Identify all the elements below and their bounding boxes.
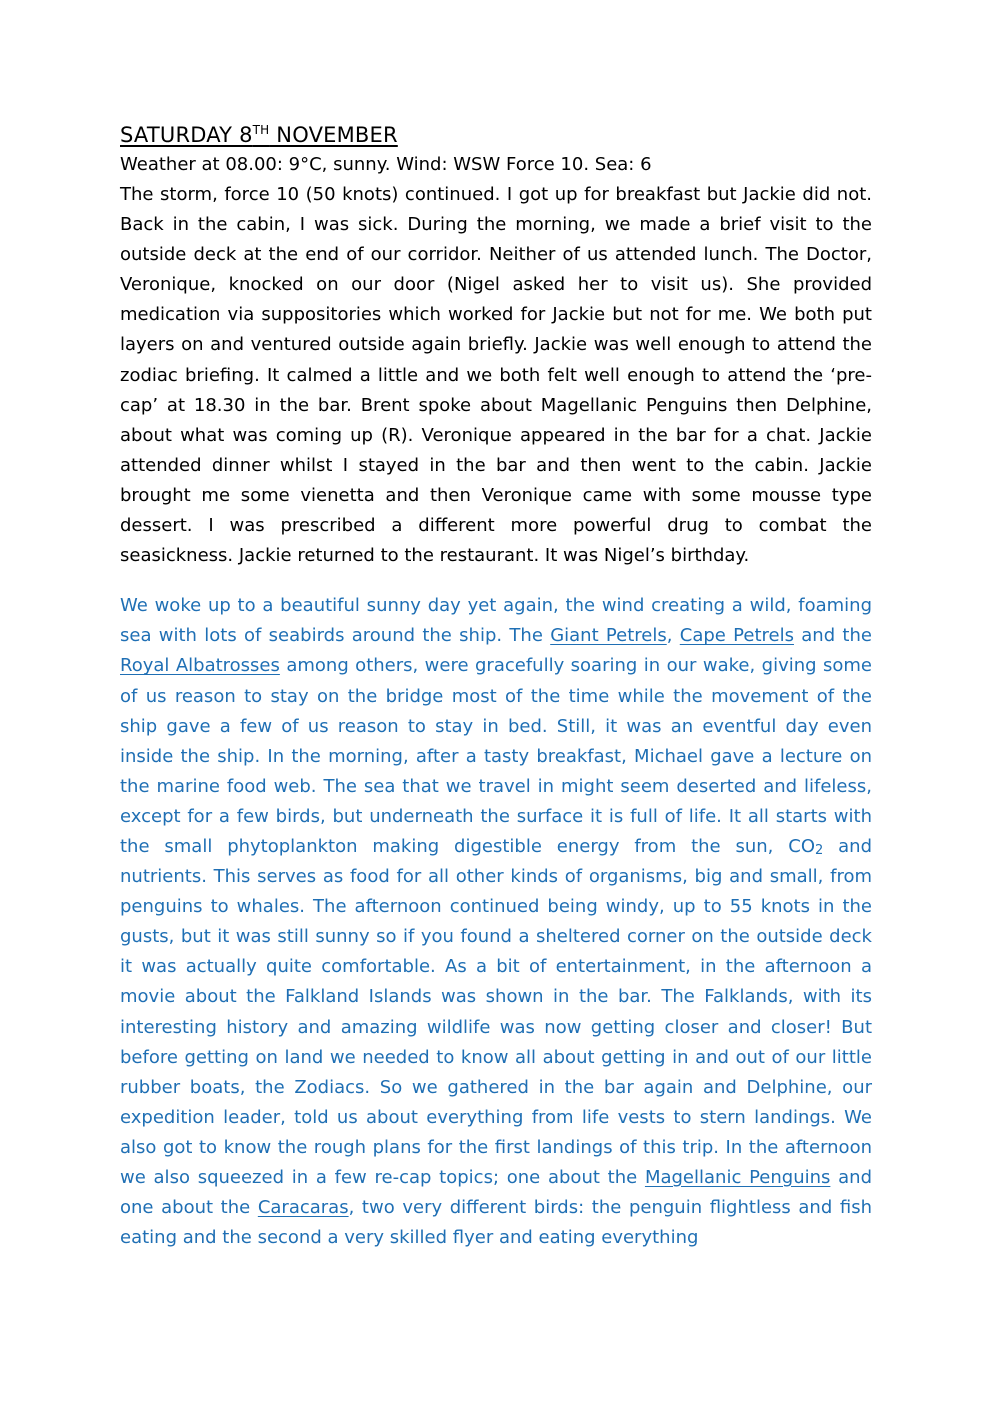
- caracaras-link[interactable]: Caracaras: [257, 1197, 349, 1219]
- blog-text-2: ,: [666, 625, 680, 647]
- blog-text-7: , two very different birds: the penguin flightless and fish eating and the second a very skilled flyer and eating everything: [120, 1197, 872, 1249]
- blog-text-5: and nutrients. This serves as food for all other kinds of organisms, big and small, from penguins to whales. The afternoon continued being windy, up to 55 knots in the gusts, but it was still sunny so if you found a sheltered corner on the outside deck it was actually quite comfortable. As a bit of entertainment, in the afternoon a movie about the Falkland Islands was shown in the bar. The Falklands, with its interesting history and amazing wildlife was now getting closer and closer! But before getting on land we needed to know all about getting in and out of our little rubber boats, the Zodiacs. So we gathered in the bar again and Delphine, our expedition leader, told us about everything from life vests to stern landings. We also got to know the rough plans for the first landings of this trip. In the afternoon we also squeezed in a few re-cap topics; one about the: [120, 835, 872, 1188]
- date-heading: [120, 120, 872, 150]
- heading-date: SATURDAY 8: [120, 123, 253, 147]
- co2-subscript: 2: [815, 842, 824, 858]
- weather-line: Weather at 08.00: 9°C, sunny. Wind: WSW Force 10. Sea: 6: [120, 154, 652, 175]
- blog-text-1: We woke up to a beautiful sunny day yet again, the wind creating a wild, foaming sea with lots of seabirds around the ship. The: [120, 595, 872, 647]
- journal-paragraph: The storm, force 10 (50 knots) continued. I got up for breakfast but Jackie did not. Back in the cabin, I was sick. During the morning, we made a brief visit to the outside deck at the end of our corridor. Neither of us attended lunch. The Doctor, Veronique, knocked on our door (Nigel asked her to visit us). She provided medication via suppositories which worked for Jackie but not for me. We both put layers on and ventured outside again briefly. Jackie was well enough to attend the zodiac briefing. It calmed a little and we both felt well enough to attend the ‘pre-cap’ at 18.30 in the bar. Brent spoke about Magellanic Penguins then Delphine, about what was coming up (R). Veronique appeared in the bar for a chat. Jackie attended dinner whilst I stayed in the bar and then went to the cabin. Jackie brought me some vienetta and then Veronique came with some mousse type dessert. I was prescribed a different more powerful drug to combat the seasickness. Jackie returned to the restaurant. It was Nigel’s birthday.: [120, 184, 872, 567]
- royal-albatrosses-link[interactable]: Royal Albatrosses: [120, 655, 280, 677]
- giant-petrels-link[interactable]: Giant Petrels: [550, 625, 667, 647]
- document-page: [120, 120, 872, 1253]
- blog-text-4: among others, were gracefully soaring in our wake, giving some of us reason to stay on the bridge most of the time while the movement of the ship gave a few of us reason to stay in bed. Still, it was an eventful day even inside the ship. In the morning, after a tasty breakfast, Michael gave a lecture on the marine food web. The sea that we travel in might seem deserted and lifeless, except for a few birds, but underneath the surface it is full of life. It all starts with the small phytoplankton making digestible energy from the sun, CO: [120, 655, 872, 857]
- blog-text-3: and the: [793, 625, 872, 647]
- blog-paragraph: [120, 591, 872, 1253]
- blog-text-6: and one about the: [120, 1167, 872, 1219]
- cape-petrels-link[interactable]: Cape Petrels: [679, 625, 794, 647]
- magellanic-penguins-link[interactable]: Magellanic Penguins: [644, 1167, 831, 1188]
- heading-month: NOVEMBER: [269, 123, 398, 147]
- heading-ordinal-suffix: TH: [252, 123, 270, 137]
